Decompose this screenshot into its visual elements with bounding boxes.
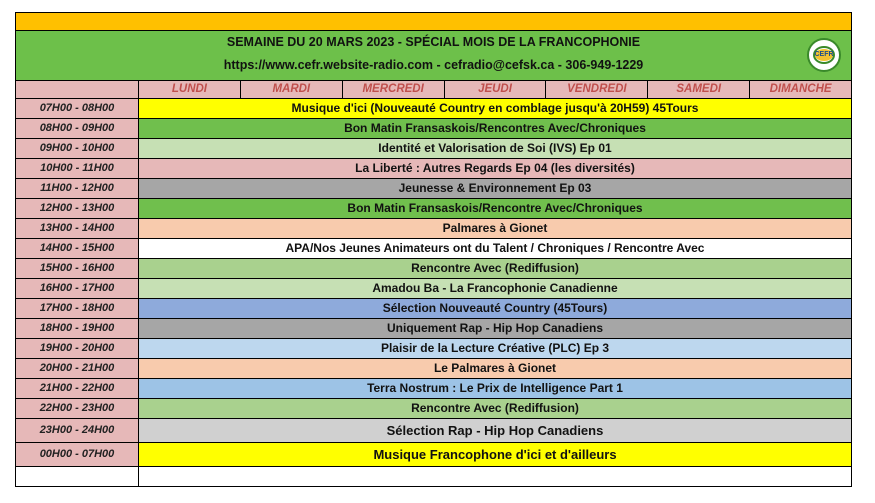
day-sunday: DIMANCHE bbox=[750, 81, 851, 98]
empty-program-cell bbox=[139, 467, 851, 486]
schedule-row bbox=[15, 179, 852, 199]
schedule-header bbox=[15, 31, 852, 81]
day-header-blank bbox=[16, 81, 139, 98]
program-cell: Sélection Nouveauté Country (45Tours) bbox=[139, 299, 851, 318]
schedule-row bbox=[15, 443, 852, 467]
program-cell: Terra Nostrum : Le Prix de Intelligence Part 1 bbox=[139, 379, 851, 398]
program-cell: Jeunesse & Environnement Ep 03 bbox=[139, 179, 851, 198]
schedule-row bbox=[15, 279, 852, 299]
program-cell: Amadou Ba - La Francophonie Canadienne bbox=[139, 279, 851, 298]
time-slot: 10H00 - 11H00 bbox=[16, 159, 139, 178]
schedule-row bbox=[15, 319, 852, 339]
program-cell: Bon Matin Fransaskois/Rencontres Avec/Chroniques bbox=[139, 119, 851, 138]
station-logo bbox=[807, 38, 841, 72]
program-cell: Le Palmares à Gionet bbox=[139, 359, 851, 378]
program-cell: APA/Nos Jeunes Animateurs ont du Talent / Chroniques / Rencontre Avec bbox=[139, 239, 851, 258]
schedule-row bbox=[15, 139, 852, 159]
day-monday: LUNDI bbox=[139, 81, 241, 98]
program-cell: Identité et Valorisation de Soi (IVS) Ep 01 bbox=[139, 139, 851, 158]
time-slot: 09H00 - 10H00 bbox=[16, 139, 139, 158]
day-thursday: JEUDI bbox=[445, 81, 547, 98]
empty-footer-row bbox=[15, 467, 852, 487]
time-slot: 21H00 - 22H00 bbox=[16, 379, 139, 398]
day-header-row bbox=[15, 81, 852, 99]
day-tuesday: MARDI bbox=[241, 81, 343, 98]
day-wednesday: MERCREDI bbox=[343, 81, 445, 98]
time-slot: 12H00 - 13H00 bbox=[16, 199, 139, 218]
page-title: SEMAINE DU 20 MARS 2023 - SPÉCIAL MOIS DE LA FRANCOPHONIE bbox=[226, 35, 641, 49]
program-cell: Palmares à Gionet bbox=[139, 219, 851, 238]
time-slot: 15H00 - 16H00 bbox=[16, 259, 139, 278]
program-cell: Rencontre Avec (Rediffusion) bbox=[139, 259, 851, 278]
schedule-row bbox=[15, 219, 852, 239]
day-friday: VENDREDI bbox=[546, 81, 648, 98]
logo-text: CEFR bbox=[814, 51, 834, 58]
schedule-row bbox=[15, 359, 852, 379]
day-saturday: SAMEDI bbox=[648, 81, 750, 98]
program-cell: Rencontre Avec (Rediffusion) bbox=[139, 399, 851, 418]
schedule-row bbox=[15, 339, 852, 359]
time-slot: 14H00 - 15H00 bbox=[16, 239, 139, 258]
time-slot: 22H00 - 23H00 bbox=[16, 399, 139, 418]
program-cell: Bon Matin Fransaskois/Rencontre Avec/Chroniques bbox=[139, 199, 851, 218]
schedule-row bbox=[15, 199, 852, 219]
program-cell: Musique Francophone d'ici et d'ailleurs bbox=[139, 443, 851, 466]
time-slot: 20H00 - 21H00 bbox=[16, 359, 139, 378]
time-slot: 19H00 - 20H00 bbox=[16, 339, 139, 358]
time-slot: 11H00 - 12H00 bbox=[16, 179, 139, 198]
schedule-sheet bbox=[15, 12, 852, 487]
time-slot: 16H00 - 17H00 bbox=[16, 279, 139, 298]
time-slot: 07H00 - 08H00 bbox=[16, 99, 139, 118]
time-slot: 13H00 - 14H00 bbox=[16, 219, 139, 238]
time-slot: 00H00 - 07H00 bbox=[16, 443, 139, 466]
contact-line: https://www.cefr.website-radio.com - cefradio@cefsk.ca - 306-949-1229 bbox=[223, 58, 644, 72]
program-cell: Sélection Rap - Hip Hop Canadiens bbox=[139, 419, 851, 442]
schedule-row bbox=[15, 379, 852, 399]
top-banner bbox=[15, 12, 852, 31]
schedule-row bbox=[15, 259, 852, 279]
schedule-row bbox=[15, 99, 852, 119]
time-slot: 23H00 - 24H00 bbox=[16, 419, 139, 442]
program-cell: Plaisir de la Lecture Créative (PLC) Ep 3 bbox=[139, 339, 851, 358]
schedule-row bbox=[15, 399, 852, 419]
program-cell: La Liberté : Autres Regards Ep 04 (les diversités) bbox=[139, 159, 851, 178]
time-slot: 18H00 - 19H00 bbox=[16, 319, 139, 338]
program-cell: Uniquement Rap - Hip Hop Canadiens bbox=[139, 319, 851, 338]
schedule-row bbox=[15, 239, 852, 259]
schedule-row bbox=[15, 119, 852, 139]
schedule-row bbox=[15, 299, 852, 319]
program-cell: Musique d'ici (Nouveauté Country en comblage jusqu'à 20H59) 45Tours bbox=[139, 99, 851, 118]
time-slot: 08H00 - 09H00 bbox=[16, 119, 139, 138]
time-slot: 17H00 - 18H00 bbox=[16, 299, 139, 318]
empty-time-cell bbox=[16, 467, 139, 486]
schedule-row bbox=[15, 419, 852, 443]
schedule-row bbox=[15, 159, 852, 179]
